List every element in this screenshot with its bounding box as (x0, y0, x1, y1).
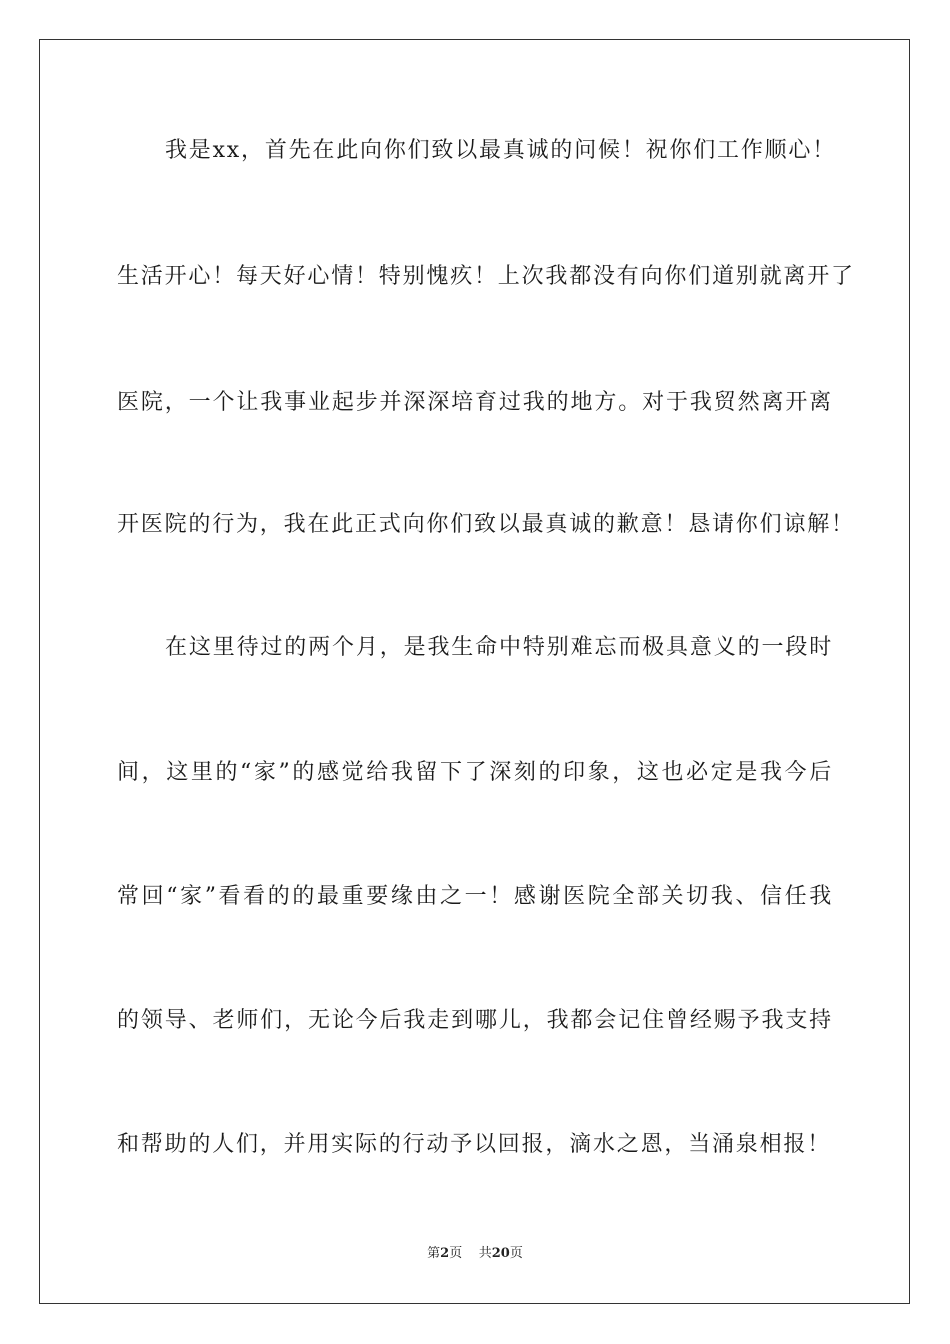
paragraph-1-line-4: 开医院的行为，我在此正式向你们致以最真诚的歉意！恳请你们谅解！ (117, 512, 855, 537)
paragraph-2-line-3: 常回“家”看看的的最重要缘由之一！感谢医院全部关切我、信任我 (117, 884, 833, 909)
paragraph-1-line-1: 我是xx，首先在此向你们致以最真诚的问候！祝你们工作顺心！ (165, 138, 837, 163)
total-suffix: 页 (509, 1246, 523, 1261)
paragraph-1-line-3: 医院，一个让我事业起步并深深培育过我的地方。对于我贸然离开离 (117, 390, 833, 415)
paragraph-2-line-5: 和帮助的人们，并用实际的行动予以回报，滴水之恩，当涌泉相报！ (117, 1132, 832, 1157)
page-number: 2 (440, 1246, 450, 1261)
paragraph-2-line-1: 在这里待过的两个月，是我生命中特别难忘而极具意义的一段时 (165, 635, 833, 660)
paragraph-2-line-2: 间，这里的“家”的感觉给我留下了深刻的印象，这也必定是我今后 (117, 760, 833, 785)
page-footer (0, 1245, 950, 1263)
total-prefix: 共 (478, 1246, 492, 1261)
page-suffix: 页 (449, 1246, 463, 1261)
page-prefix: 第 (427, 1246, 441, 1261)
page-border (39, 39, 910, 1304)
paragraph-1-line-2: 生活开心！每天好心情！特别愧疚！上次我都没有向你们道别就离开了 (117, 264, 855, 289)
paragraph-2-line-4: 的领导、老师们，无论今后我走到哪儿，我都会记住曾经赐予我支持 (117, 1008, 833, 1033)
total-pages: 20 (491, 1246, 510, 1261)
